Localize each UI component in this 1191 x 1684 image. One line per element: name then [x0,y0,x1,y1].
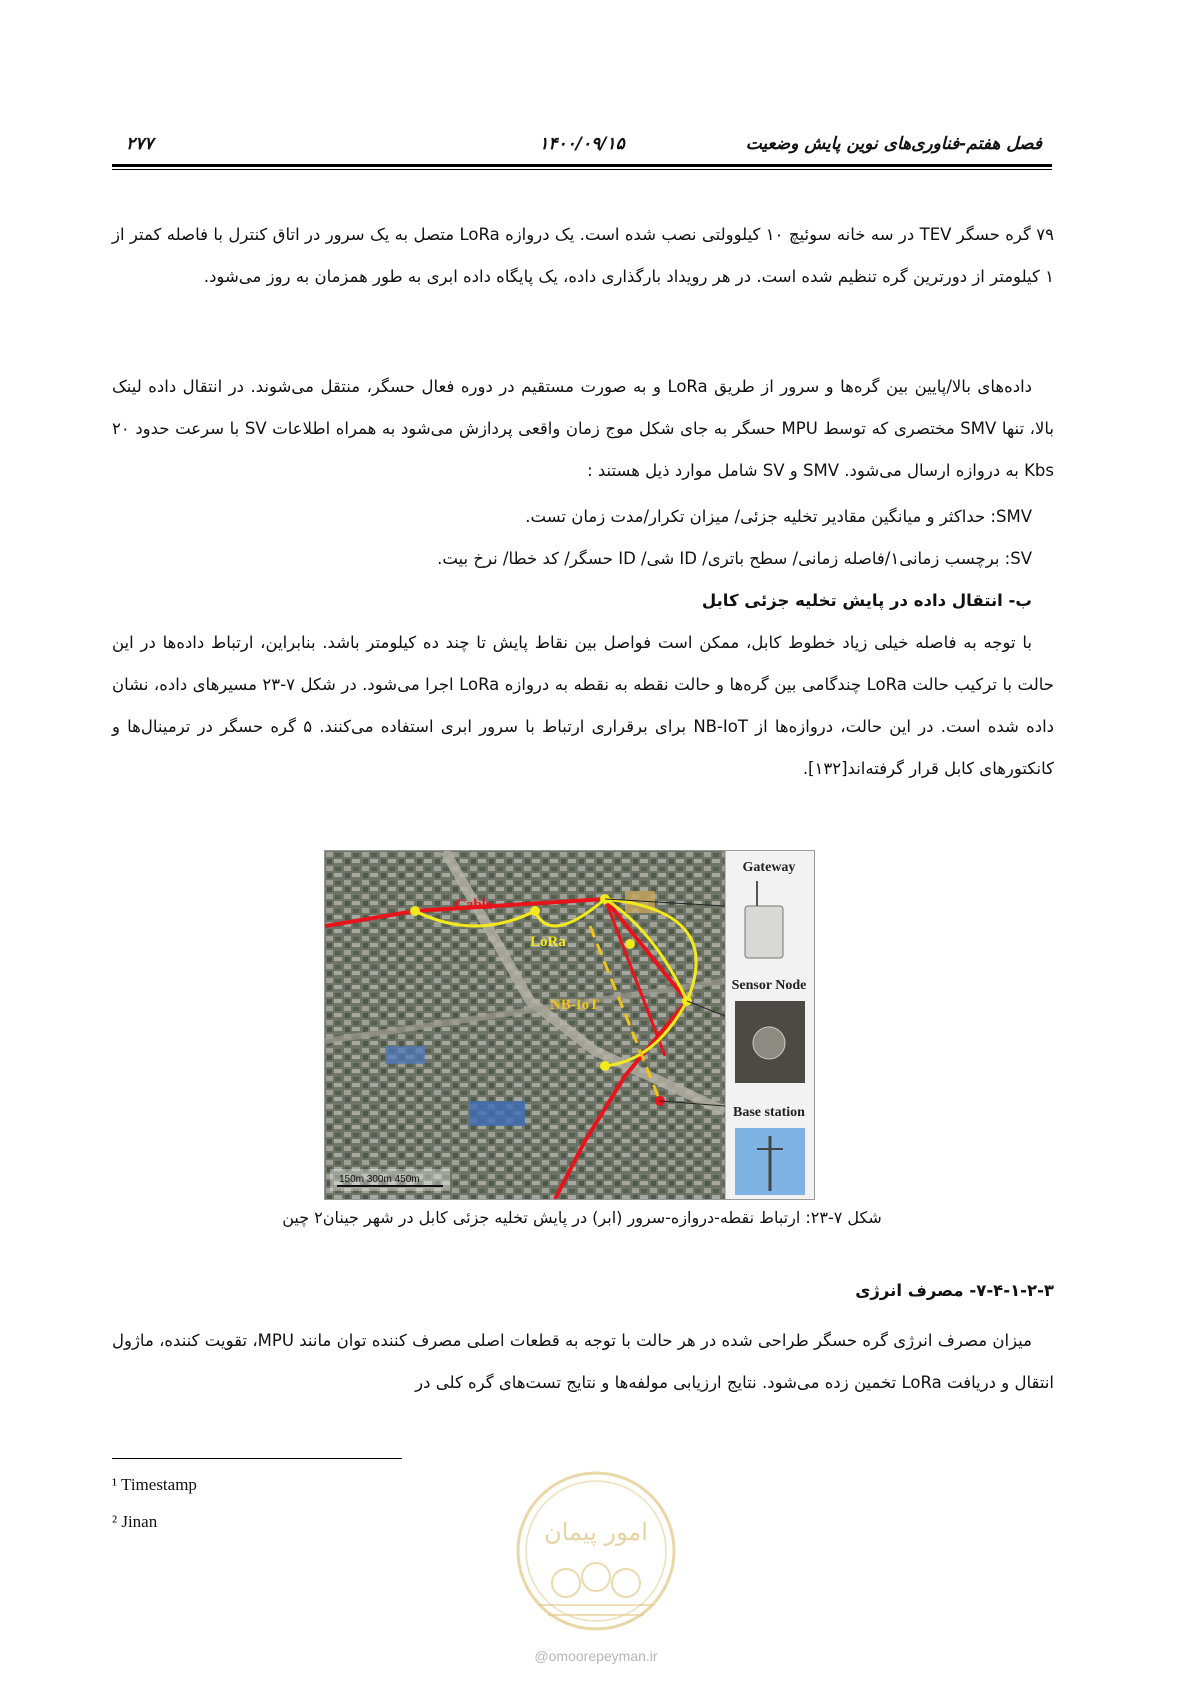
scale-bar-label: 150m 300m 450m [339,1174,420,1185]
figure-svg [325,851,814,1199]
header-rule-thin [112,169,1052,170]
smv-item: SMV: حداکثر و میانگین مقادیر تخلیه جزئی/ میزان تکرار/مدت زمان تست. [525,507,1032,526]
watermark-seal-icon [508,1465,684,1665]
chapter-title: فصل هفتم-فناوری‌های نوین پایش وضعیت [745,134,1042,154]
gateway-label: Gateway [742,860,796,875]
page-number: ۲۷۷ [126,134,154,154]
cable-label: Cable [455,897,493,913]
watermark-logo [508,1465,684,1665]
page-header [112,128,1052,164]
body-paragraph-3: با توجه به فاصله خیلی زیاد خطوط کابل، ممکن است فواصل بین نقاط پایش تا چند ده کیلومتر باشد. بنابراین، ارتباط داده‌ها در این حالت با ترکیب حالت LoRa چندگامی بین گره‌ها و حالت نقطه به نقطه به دروازه LoRa اجرا می‌شود. در شکل ۷-۲۳ مسیرهای داده، نشان داده شده است. در این حالت، دروازه‌ها از NB-IoT برای برقراری ارتباط با سرور ابری استفاده می‌کنند. ۵ گره حسگر در ترمینال‌ها و کانکتورهای کابل قرار گرفته‌اند[۱۳۲]. [112,633,1054,778]
body-paragraph-4: میزان مصرف انرژی گره حسگر طراحی شده در هر حالت با توجه به قطعات اصلی مصرف کننده توان مانند MPU، تقویت کننده، ماژول انتقال و دریافت LoRa تخمین زده می‌شود. نتایج ارزیابی مولفه‌ها و نتایج تست‌های گره کلی در [112,1331,1054,1392]
sensor-node-label: Sensor Node [731,978,807,993]
watermark-logo-text: امور پیمان [544,1518,648,1546]
body-paragraph-2: داده‌های بالا/پایین بین گره‌ها و سرور از طریق LoRa و به صورت مستقیم در دوره فعال حسگر، منتقل می‌شوند. در انتقال داده لینک بالا، تنها SMV مختصری که توسط MPU حسگر به جای شکل موج زمان واقعی پردازش می‌شود به همراه اطلاعات SV با سرعت حدود ۲۰ Kbs به دروازه ارسال می‌شود. SMV و SV شامل موارد ذیل هستند : [112,377,1054,480]
base-station-label: Base station [733,1105,805,1120]
header-date: ۱۴۰۰/۰۹/۱۵ [539,134,625,154]
nbiot-label: NB-IoT [550,997,600,1013]
footnote-2: ² Jinan [112,1512,158,1531]
lora-label: LoRa [530,934,566,950]
subheading-cable-pd: ب- انتقال داده در پایش تخلیه جزئی کابل [701,591,1032,610]
sensor-node-marker [410,906,420,916]
sensor-node-marker [600,1061,610,1071]
section-heading: ۷-۴-۱-۲-۳- مصرف انرژی [855,1281,1054,1300]
sensor-node-marker [625,939,635,949]
header-rule-thick [112,164,1052,167]
watermark-url: @omoorepeyman.ir [534,1648,658,1664]
sv-item: SV: برچسب زمانی۱/فاصله زمانی/ سطح باتری/ ID شی/ ID حسگر/ کد خطا/ نرخ بیت. [437,549,1032,568]
sensor-node-marker [530,906,540,916]
gateway-device-icon [745,906,783,958]
figure-jinan-cable-network [324,850,815,1200]
footnote-rule [112,1458,402,1459]
footnote-1: ¹ Timestamp [112,1475,197,1494]
body-paragraph-1: ۷۹ گره حسگر TEV در سه خانه سوئیچ ۱۰ کیلوولتی نصب شده است. یک دروازه LoRa متصل به یک سرور در اتاق کنترل با فاصله کمتر از ۱ کیلومتر از دورترین گره تنظیم شده است. در هر رویداد بارگذاری داده، یک پایگاه داده ابری به طور همزمان به روز می‌شود. [112,225,1054,286]
figure-caption: شکل ۷-۲۳: ارتباط نقطه-دروازه-سرور (ابر) در پایش تخلیه جزئی کابل در شهر جینان۲ چین [282,1208,882,1227]
